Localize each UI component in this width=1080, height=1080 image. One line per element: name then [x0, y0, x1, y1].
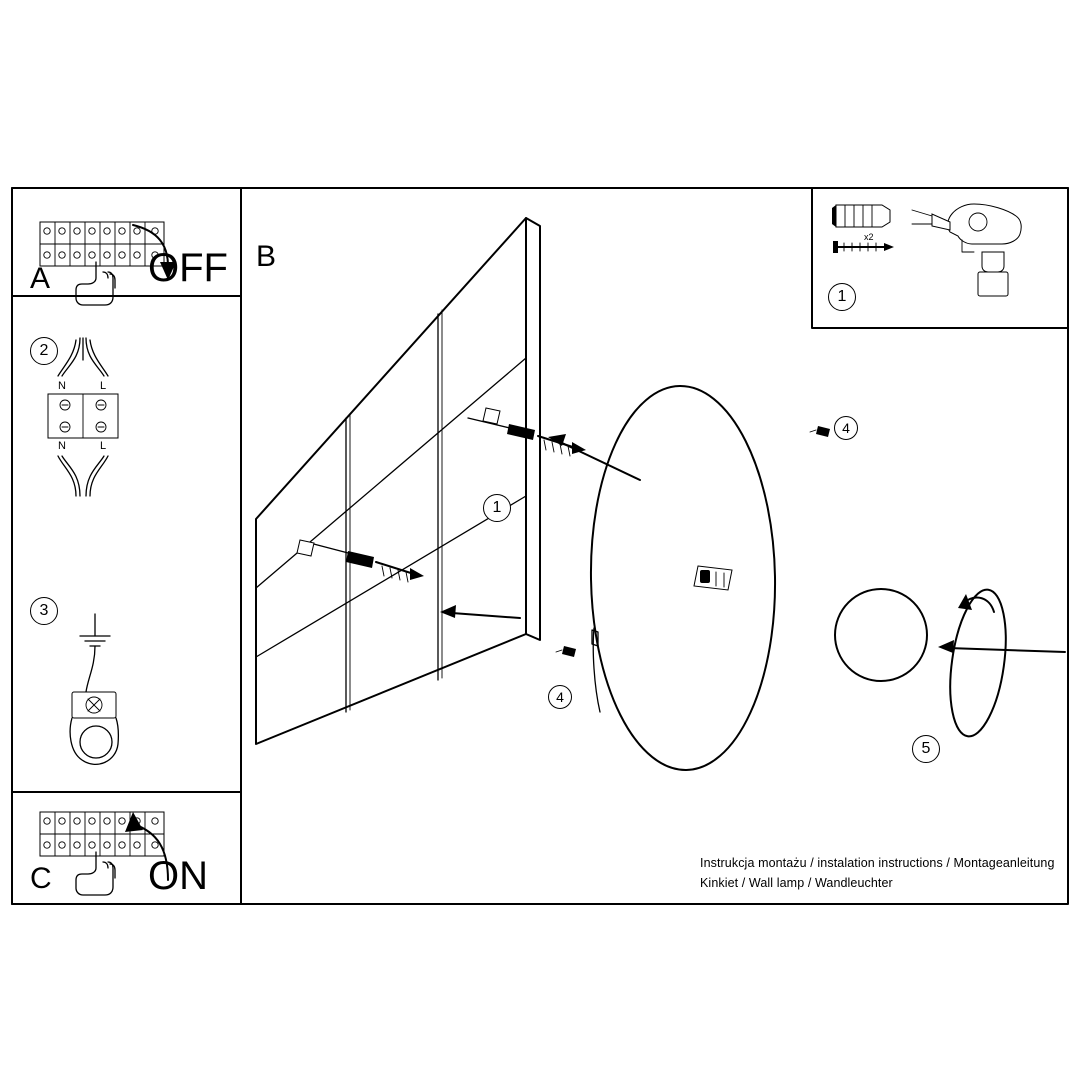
- power-off-label: OFF: [148, 246, 228, 290]
- step-3-number: 3: [30, 597, 58, 625]
- wall-graphic: [256, 218, 540, 744]
- terminal-label-l-bottom: L: [100, 440, 107, 452]
- power-on-label: ON: [148, 854, 208, 898]
- step-2-connector-graphic: [48, 338, 118, 496]
- step-2-number: 2: [30, 337, 58, 365]
- terminal-label-n-top: N: [58, 380, 66, 392]
- step-c-letter: C: [30, 862, 52, 895]
- diffuser-graphic: [835, 586, 1065, 740]
- terminal-label-l-top: L: [100, 380, 107, 392]
- lamp-base-disc: [588, 384, 779, 771]
- wall-screws: [297, 408, 586, 582]
- tools-graphic: [832, 204, 1021, 296]
- footer-line-1: Instrukcja montażu / instalation instructions / Montageanleitung: [700, 856, 1055, 870]
- callout-screw-bottom-number: 4: [548, 685, 572, 709]
- callout-mounting-number: 1: [483, 494, 511, 522]
- plug-quantity-label: x2: [864, 232, 874, 242]
- tools-number: 1: [828, 283, 856, 311]
- callout-diffuser-number: 5: [912, 735, 940, 763]
- step-b-letter: B: [256, 240, 277, 273]
- step-a-letter: A: [30, 262, 51, 295]
- terminal-label-n-bottom: N: [58, 440, 66, 452]
- footer-line-2: Kinkiet / Wall lamp / Wandleuchter: [700, 876, 893, 890]
- step-3-earth-graphic: [70, 614, 118, 764]
- callout-screw-top-number: 4: [834, 416, 858, 440]
